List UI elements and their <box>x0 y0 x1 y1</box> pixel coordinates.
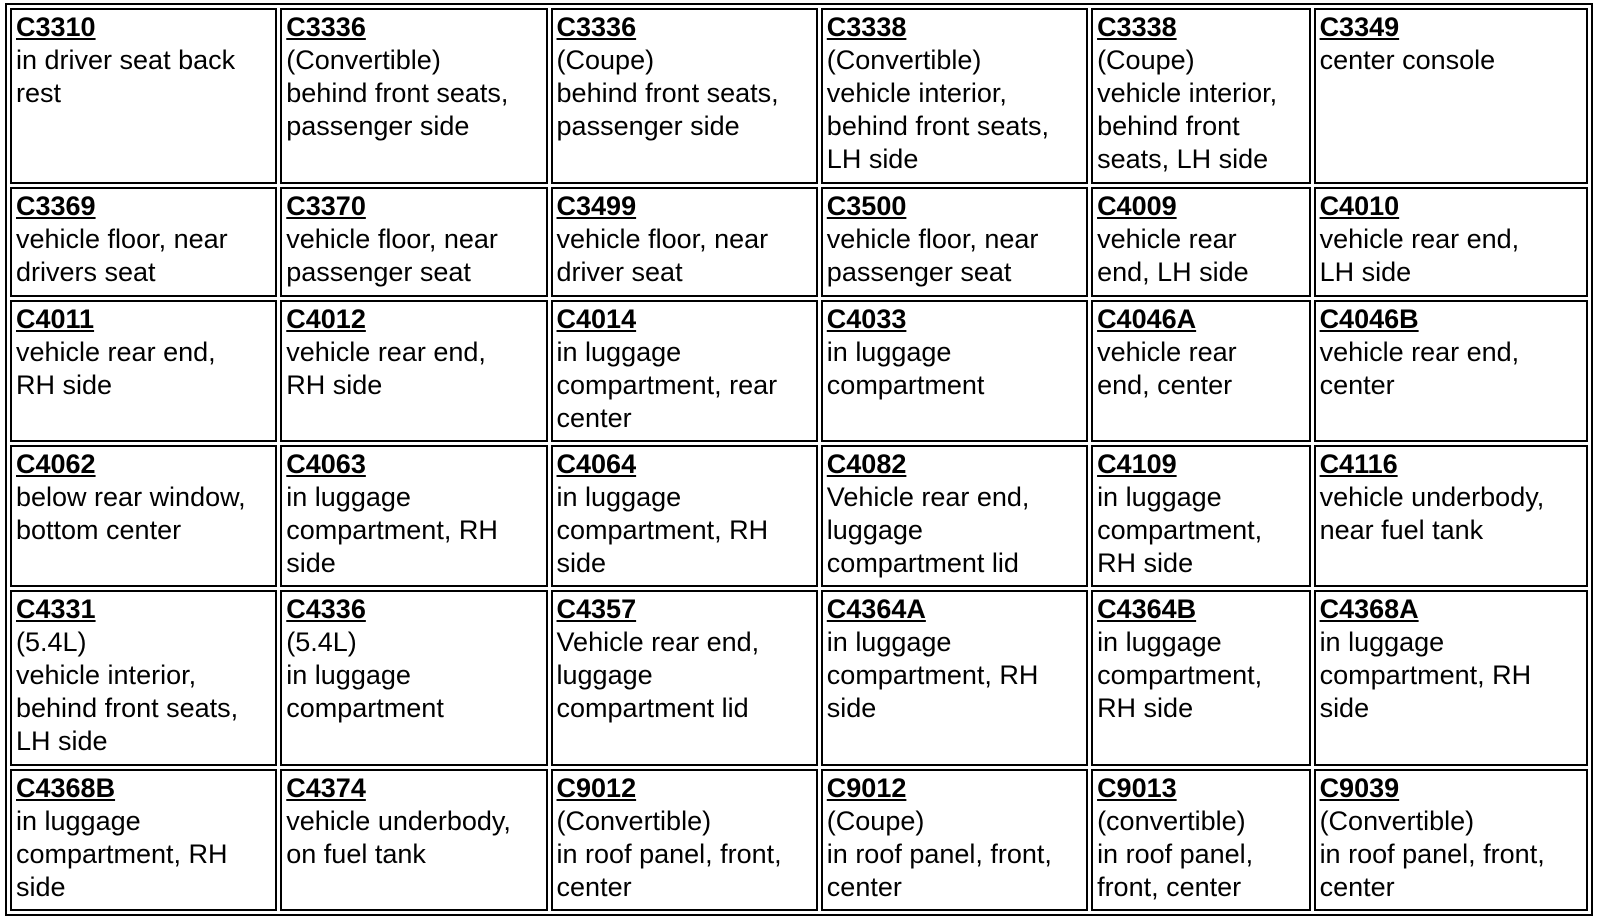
connector-cell <box>551 300 818 442</box>
connector-code-link[interactable]: C4046B <box>1319 303 1419 334</box>
table-row <box>10 187 1588 297</box>
connector-location-text: (Convertible) vehicle interior, behind front seats, LH side <box>826 45 1049 174</box>
connector-location-text: in luggage compartment, RH side <box>826 627 1039 724</box>
connector-location-text: in luggage compartment, rear center <box>556 336 778 433</box>
connector-cell <box>280 187 547 297</box>
connector-location-text: in luggage compartment, RH side <box>286 481 498 578</box>
connector-cell <box>10 769 277 911</box>
connector-location-text: (Convertible) in roof panel, front, center <box>1319 805 1545 902</box>
connector-cell <box>10 187 277 297</box>
connector-cell <box>280 590 547 766</box>
connector-cell <box>10 300 277 442</box>
connector-code-link[interactable]: C3500 <box>826 190 907 221</box>
connector-code-link[interactable]: C3338 <box>1097 12 1177 42</box>
connector-cell <box>821 8 1088 184</box>
connector-location-table <box>7 5 1591 914</box>
connector-cell <box>10 8 277 184</box>
connector-cell <box>280 8 547 184</box>
table-row <box>10 8 1588 184</box>
connector-location-sheet <box>5 3 1593 916</box>
connector-cell <box>1314 590 1588 766</box>
connector-location-text: center console <box>1319 45 1496 75</box>
connector-cell <box>1091 8 1311 184</box>
connector-code-link[interactable]: C4010 <box>1319 190 1400 221</box>
connector-code-link[interactable]: C4046A <box>1097 303 1197 334</box>
connector-location-text: in luggage compartment, RH side <box>1319 627 1532 724</box>
connector-location-text: vehicle rear end, RH side <box>286 336 486 400</box>
connector-code-link[interactable]: C4082 <box>826 448 907 479</box>
connector-code-link[interactable]: C3369 <box>16 190 96 221</box>
connector-location-text: vehicle rear end, RH side <box>16 336 216 400</box>
connector-code-link[interactable]: C4331 <box>16 594 96 625</box>
connector-code-link[interactable]: C4368A <box>1319 594 1419 625</box>
table-row <box>10 300 1588 442</box>
connector-location-text: Vehicle rear end, luggage compartment lid <box>556 627 760 724</box>
connector-location-text: (Convertible) behind front seats, passenger side <box>286 45 509 141</box>
connector-cell <box>551 445 818 587</box>
connector-cell <box>1314 445 1588 587</box>
connector-code-link[interactable]: C3338 <box>826 12 907 42</box>
connector-code-link[interactable]: C4364B <box>1097 594 1197 625</box>
connector-cell <box>1091 300 1311 442</box>
connector-cell <box>280 445 547 587</box>
connector-code-link[interactable]: C3336 <box>286 12 366 42</box>
connector-location-text: Vehicle rear end, luggage compartment lid <box>826 481 1030 578</box>
connector-cell <box>821 300 1088 442</box>
connector-location-text: below rear window, bottom center <box>16 481 246 545</box>
connector-cell <box>821 769 1088 911</box>
connector-location-text: in luggage compartment, RH side <box>556 481 769 578</box>
connector-location-text: (Coupe) behind front seats, passenger side <box>556 45 779 141</box>
connector-code-link[interactable]: C3336 <box>556 12 637 42</box>
table-row <box>10 590 1588 766</box>
connector-code-link[interactable]: C4109 <box>1097 448 1177 479</box>
connector-code-link[interactable]: C4062 <box>16 448 96 479</box>
connector-location-text: vehicle rear end, center <box>1319 336 1520 400</box>
connector-cell <box>821 445 1088 587</box>
connector-cell <box>1091 590 1311 766</box>
connector-location-text: vehicle floor, near drivers seat <box>16 223 228 287</box>
connector-cell <box>10 445 277 587</box>
connector-location-text: vehicle underbody, near fuel tank <box>1319 481 1545 545</box>
connector-cell <box>551 187 818 297</box>
connector-location-text: vehicle rear end, LH side <box>1319 223 1520 287</box>
connector-code-link[interactable]: C4009 <box>1097 190 1177 221</box>
connector-code-link[interactable]: C3349 <box>1319 12 1400 42</box>
connector-code-link[interactable]: C4064 <box>556 448 637 479</box>
connector-cell <box>1091 769 1311 911</box>
connector-cell <box>1314 187 1588 297</box>
connector-code-link[interactable]: C4033 <box>826 303 907 334</box>
connector-location-text: (convertible) in roof panel, front, center <box>1097 805 1254 902</box>
connector-location-text: vehicle floor, near driver seat <box>556 223 769 287</box>
connector-code-link[interactable]: C4357 <box>556 594 637 625</box>
connector-location-text: vehicle rear end, center <box>1097 336 1237 400</box>
connector-cell <box>1091 187 1311 297</box>
table-row <box>10 445 1588 587</box>
connector-code-link[interactable]: C4364A <box>826 594 926 625</box>
connector-location-text: (Convertible) in roof panel, front, center <box>556 805 782 902</box>
connector-code-link[interactable]: C9039 <box>1319 772 1400 803</box>
connector-location-text: (Coupe) in roof panel, front, center <box>826 805 1052 902</box>
connector-code-link[interactable]: C4011 <box>16 303 95 334</box>
connector-location-text: vehicle underbody, on fuel tank <box>286 805 511 869</box>
connector-cell <box>10 590 277 766</box>
connector-location-text: vehicle rear end, LH side <box>1097 223 1249 287</box>
connector-location-text: (5.4L) in luggage compartment <box>286 627 444 724</box>
connector-cell <box>551 769 818 911</box>
connector-code-link[interactable]: C9012 <box>826 772 907 803</box>
connector-cell <box>280 769 547 911</box>
connector-code-link[interactable]: C4368B <box>16 772 116 803</box>
connector-location-text: in luggage compartment, RH side <box>1097 627 1263 724</box>
connector-location-text: vehicle floor, near passenger seat <box>826 223 1039 287</box>
connector-code-link[interactable]: C9013 <box>1097 772 1177 803</box>
connector-location-text: vehicle floor, near passenger seat <box>286 223 498 287</box>
connector-location-text: in luggage compartment, RH side <box>1097 481 1263 578</box>
connector-cell <box>1314 769 1588 911</box>
connector-code-link[interactable]: C9012 <box>556 772 637 803</box>
connector-location-text: in luggage compartment <box>826 336 985 400</box>
connector-cell <box>1314 300 1588 442</box>
connector-location-text: (Coupe) vehicle interior, behind front seats, LH side <box>1097 45 1278 174</box>
connector-code-link[interactable]: C4012 <box>286 303 366 334</box>
connector-code-link[interactable]: C3370 <box>286 190 366 221</box>
connector-cell <box>551 590 818 766</box>
connector-code-link[interactable]: C4116 <box>1319 448 1398 479</box>
connector-code-link[interactable]: C4063 <box>286 448 366 479</box>
connector-cell <box>1091 445 1311 587</box>
connector-location-text: (5.4L) vehicle interior, behind front seats, LH side <box>16 627 239 757</box>
connector-location-text: in luggage compartment, RH side <box>16 805 228 902</box>
connector-code-link[interactable]: C3499 <box>556 190 637 221</box>
connector-cell <box>1314 8 1588 184</box>
table-row <box>10 769 1588 911</box>
connector-code-link[interactable]: C3310 <box>16 12 96 42</box>
connector-code-link[interactable]: C4014 <box>556 303 637 334</box>
connector-cell <box>821 590 1088 766</box>
connector-cell <box>551 8 818 184</box>
connector-code-link[interactable]: C4336 <box>286 594 366 625</box>
connector-cell <box>280 300 547 442</box>
connector-code-link[interactable]: C4374 <box>286 772 366 803</box>
connector-cell <box>821 187 1088 297</box>
connector-location-text: in driver seat back rest <box>16 45 236 108</box>
connector-table-body <box>10 8 1588 911</box>
